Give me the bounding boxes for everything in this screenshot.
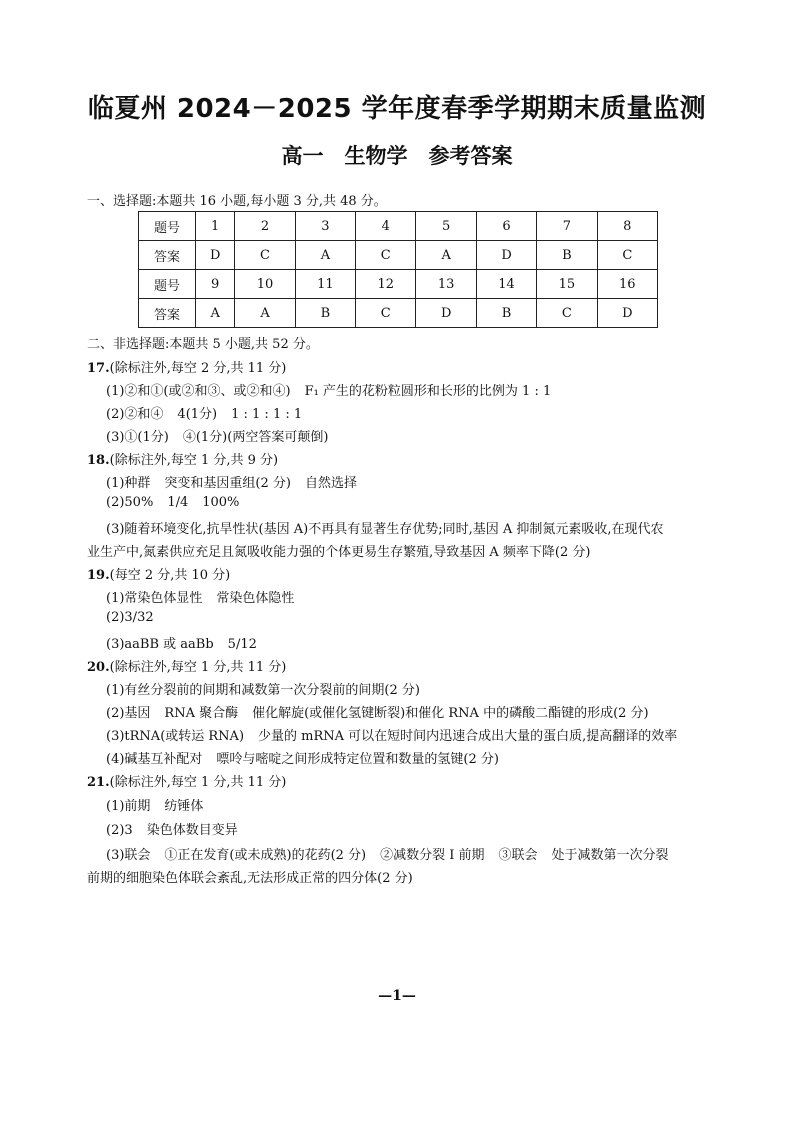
- q18-answer-2: [106, 495, 239, 510]
- answer-table-cell: 2: [235, 212, 295, 241]
- q18-1-b: 突变和基因重组(2 分): [164, 476, 291, 491]
- q21-header: [87, 771, 286, 790]
- answer-table-cell: 5: [416, 212, 476, 241]
- answer-table-cell: D: [476, 241, 536, 270]
- q21-2-a: (2)3: [106, 823, 133, 838]
- q21-3-e: 处于减数第一次分裂: [551, 848, 669, 863]
- q21-answer-3-cont: 前期的细胞染色体联会紊乱,无法形成正常的四分体(2 分): [87, 871, 413, 886]
- q21-1-b: 纺锤体: [164, 799, 204, 814]
- q17-answer-2: [106, 403, 302, 422]
- answer-table-cell: 12: [356, 270, 416, 299]
- answer-table-cell: 14: [476, 270, 536, 299]
- q17-2-c: 1 : 1 : 1 : 1: [231, 407, 303, 422]
- answer-table: [138, 211, 658, 328]
- q17-2-a: (2)②和④: [106, 407, 164, 422]
- page-number: —1—: [378, 988, 416, 1004]
- q19-number: 19.: [87, 568, 110, 583]
- q21-2-b: 染色体数目变异: [146, 823, 238, 838]
- answer-table-cell: 3: [295, 212, 355, 241]
- q18-scoring: (除标注外,每空 1 分,共 9 分): [109, 453, 279, 468]
- q21-answer-1: [106, 795, 203, 814]
- answer-table-cell: 10: [235, 270, 295, 299]
- q20-4-b: 嘌呤与嘧啶之间形成特定位置和数量的氢键(2 分): [216, 752, 499, 767]
- answer-table-cell: C: [235, 241, 295, 270]
- answer-table-cell: 15: [537, 270, 597, 299]
- answer-table-cell: D: [416, 299, 476, 328]
- answer-table-row-label: 题号: [139, 212, 196, 241]
- q20-answer-3: [106, 725, 677, 744]
- answer-table-cell: D: [597, 299, 657, 328]
- answer-table-cell: 16: [597, 270, 657, 299]
- q19-header: [87, 564, 230, 583]
- q17-2-b: 4(1分): [177, 407, 218, 422]
- answer-table-cell: C: [537, 299, 597, 328]
- q17-answer-3: [106, 426, 328, 445]
- q20-2-a: (2)基因: [106, 706, 151, 721]
- q19-3-b: 5/12: [227, 637, 257, 652]
- answer-table-cell: B: [537, 241, 597, 270]
- q20-number: 20.: [87, 660, 110, 675]
- q19-answer-2: (2)3/32: [106, 610, 154, 625]
- q17-3-b: ④(1分)(两空答案可颠倒): [182, 430, 329, 445]
- answer-table-cell: C: [597, 241, 657, 270]
- answer-table-row: [139, 241, 658, 270]
- q21-3-d: ③联会: [498, 848, 538, 863]
- q18-answer-3: (3)随着环境变化,抗旱性状(基因 A)不再具有显著生存优势;同时,基因 A 抑制氮元素吸收,在现代农: [106, 522, 664, 537]
- answer-table-row-label: 答案: [139, 241, 196, 270]
- section-1-heading: 一、选择题:本题共 16 小题,每小题 3 分,共 48 分。: [87, 194, 387, 209]
- section-2-heading: 二、非选择题:本题共 5 小题,共 52 分。: [87, 337, 319, 352]
- q19-answer-1: [106, 587, 294, 606]
- q18-answer-3-cont: 业生产中,氮素供应充足且氮吸收能力强的个体更易生存繁殖,导致基因 A 频率下降(2 分): [87, 545, 591, 560]
- q20-4-a: (4)碱基互补配对: [106, 752, 203, 767]
- q17-1-b: F₁ 产生的花粉粒圆形和长形的比例为 1 : 1: [304, 384, 552, 399]
- q20-3-a: (3)tRNA(或转运 RNA): [106, 729, 245, 744]
- q20-2-c: 催化解旋(或催化氢键断裂)和催化 RNA 中的磷酸二酯键的形成(2 分): [252, 706, 649, 721]
- answer-table-cell: 7: [537, 212, 597, 241]
- answer-table-row-label: 题号: [139, 270, 196, 299]
- q21-number: 21.: [87, 775, 110, 790]
- q18-2-a: (2)50%: [106, 495, 154, 510]
- q19-1-a: (1)常染色体显性: [106, 591, 203, 606]
- q19-scoring: (每空 2 分,共 10 分): [109, 568, 231, 583]
- q21-answer-3: [106, 844, 669, 863]
- answer-table-row: [139, 299, 658, 328]
- q20-3-b: 少量的 mRNA 可以在短时间内迅速合成出大量的蛋白质,提高翻译的效率: [258, 729, 678, 744]
- answer-table-cell: 13: [416, 270, 476, 299]
- answer-table-row: [139, 270, 658, 299]
- answer-table-cell: A: [235, 299, 295, 328]
- answer-table-cell: 1: [196, 212, 235, 241]
- answer-table-cell: 9: [196, 270, 235, 299]
- q21-answer-2: [106, 819, 238, 838]
- q17-number: 17.: [87, 361, 110, 376]
- page-subtitle: 高一 生物学 参考答案: [281, 144, 513, 168]
- q20-2-b: RNA 聚合酶: [164, 706, 239, 721]
- q17-3-a: (3)①(1分): [106, 430, 169, 445]
- q18-header: [87, 449, 278, 468]
- q18-1-a: (1)种群: [106, 476, 151, 491]
- q20-answer-4: [106, 748, 499, 767]
- answer-table-cell: C: [356, 299, 416, 328]
- q21-scoring: (除标注外,每空 1 分,共 11 分): [109, 775, 287, 790]
- q19-answer-3: [106, 633, 257, 652]
- answer-table-cell: D: [196, 241, 235, 270]
- answer-table-cell: 6: [476, 212, 536, 241]
- q19-1-b: 常染色体隐性: [216, 591, 295, 606]
- answer-table-cell: B: [295, 299, 355, 328]
- q17-answer-1: [106, 380, 551, 399]
- q21-1-a: (1)前期: [106, 799, 151, 814]
- q18-number: 18.: [87, 453, 110, 468]
- q21-3-b: ①正在发育(或未成熟)的花药(2 分): [164, 848, 367, 863]
- q21-3-a: (3)联会: [106, 848, 151, 863]
- q19-3-a: (3)aaBB 或 aaBb: [106, 637, 214, 652]
- answer-table-cell: 11: [295, 270, 355, 299]
- answer-table-cell: A: [295, 241, 355, 270]
- q18-2-b: 1/4: [167, 495, 189, 510]
- q18-1-c: 自然选择: [304, 476, 357, 491]
- q18-2-c: 100%: [202, 495, 240, 510]
- answer-table-cell: 4: [356, 212, 416, 241]
- answer-table-row: [139, 212, 658, 241]
- q18-answer-1: [106, 472, 357, 491]
- answer-table-cell: C: [356, 241, 416, 270]
- q20-scoring: (除标注外,每空 1 分,共 11 分): [109, 660, 287, 675]
- page-title: 临夏州 2024－2025 学年度春季学期期末质量监测: [87, 94, 707, 124]
- q20-answer-1: (1)有丝分裂前的间期和减数第一次分裂前的间期(2 分): [106, 683, 420, 698]
- q17-scoring: (除标注外,每空 2 分,共 11 分): [109, 361, 287, 376]
- answer-table-cell: 8: [597, 212, 657, 241]
- q17-1-a: (1)②和①(或②和③、或②和④): [106, 384, 291, 399]
- q21-3-c: ②减数分裂 Ⅰ 前期: [380, 848, 485, 863]
- answer-table-cell: B: [476, 299, 536, 328]
- q20-header: [87, 656, 286, 675]
- answer-table-row-label: 答案: [139, 299, 196, 328]
- answer-table-cell: A: [416, 241, 476, 270]
- answer-table-cell: A: [196, 299, 235, 328]
- q17-header: [87, 357, 286, 376]
- q20-answer-2: [106, 702, 649, 721]
